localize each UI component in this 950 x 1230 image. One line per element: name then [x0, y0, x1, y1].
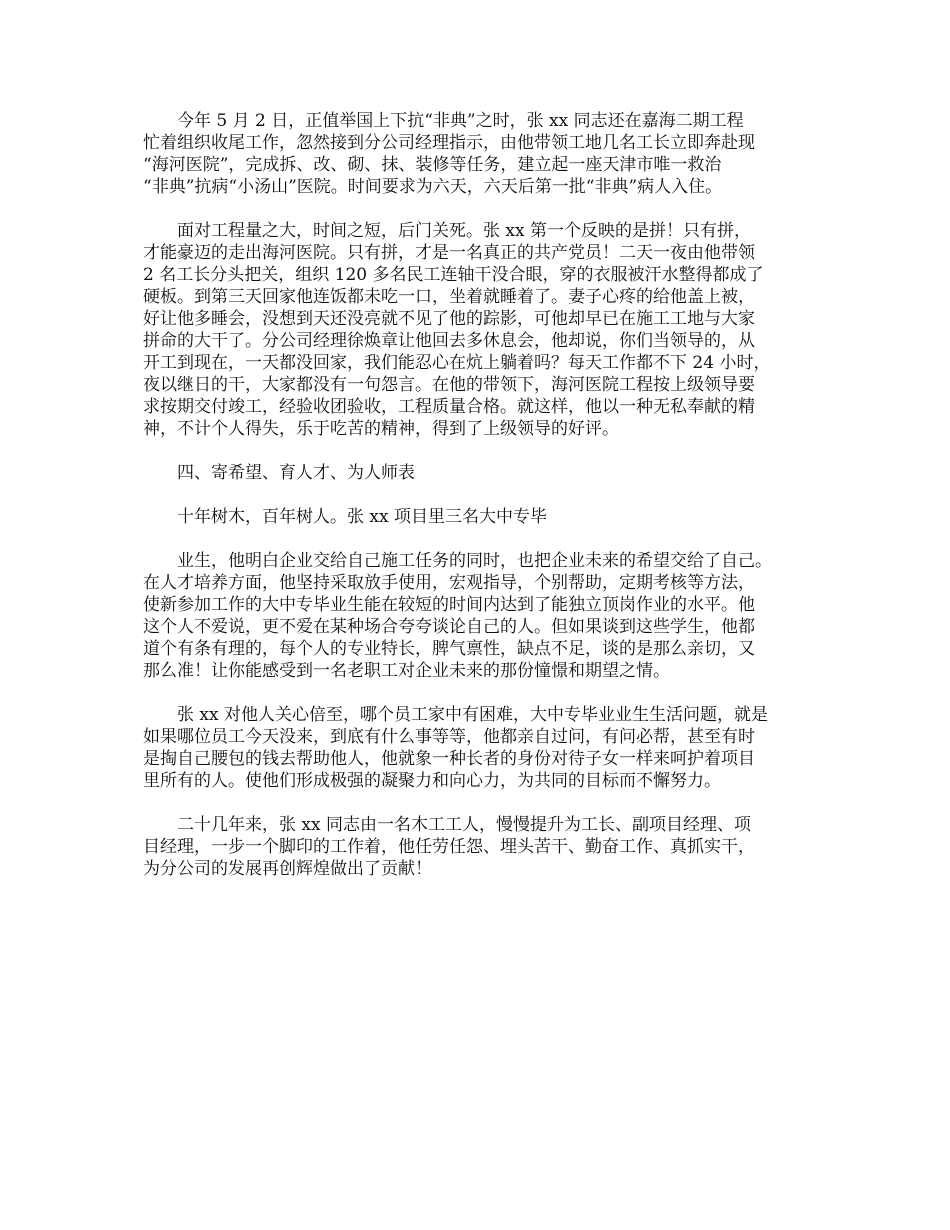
text-line: 硬板。到第三天回家他连饭都未吃一口，坐着就睡着了。妻子心疼的给他盖上被， [143, 287, 755, 307]
text-line: 2 名工长分头把关，组织 120 多名民工连轴干没合眼，穿的衣服被汗水整得都成了 [143, 265, 764, 285]
paragraph-conclusion [143, 814, 823, 880]
text-line: 张 xx 对他人关心倍至，哪个员工家中有困难，大中专毕业业生生活问题，就是 [177, 705, 768, 725]
text-line: 二十几年来，张 xx 同志由一名木工工人，慢慢提升为工长、副项目经理、项 [177, 815, 751, 835]
text-line: 使新参加工作的大中专毕业生能在较短的时间内达到了能独立顶岗作业的水平。他 [143, 595, 755, 615]
text-line: 如果哪位员工今天没来，到底有什么事等等，他都亲自过问，有问必帮，甚至有时 [143, 727, 755, 747]
text-line: 这个人不爱说，更不爱在某种场合夸夸谈论自己的人。但如果谈到这些学生，他都 [143, 617, 755, 637]
text-line: 是掏自己腰包的钱去帮助他人，他就象一种长者的身份对待子女一样来呵护着项目 [143, 749, 755, 769]
heading-text: 四、寄希望、育人才、为人师表 [177, 463, 415, 483]
text-line: 道个有条有理的，每个人的专业特长，脾气禀性，缺点不足，谈的是那么亲切，又 [143, 639, 755, 659]
text-line: 面对工程量之大，时间之短，后门关死。张 xx 第一个反映的是拼！只有拼， [177, 221, 751, 241]
text-line: 目经理，一步一个脚印的工作着，他任劳任怨、埋头苦干、勤奋工作、真抓实干， [143, 837, 755, 857]
text-line: “非典”抗病“小汤山”医院。时间要求为六天，六天后第一批“非典”病人入住。 [143, 177, 723, 197]
text-line: 好让他多睡会，没想到天还没亮就不见了他的踪影，可他却早已在施工工地与大家 [143, 309, 755, 329]
text-line: 求按期交付竣工，经验收团验收，工程质量合格。就这样，他以一种无私奉献的精 [143, 397, 755, 417]
text-line: 业生，他明白企业交给自己施工任务的同时，也把企业未来的希望交给了自己。 [177, 551, 772, 571]
paragraph-sars-task [143, 110, 823, 198]
text-line: 忙着组织收尾工作，忽然接到分公司经理指示，由他带领工地几名工长立即奔赴现 [143, 133, 755, 153]
text-line: 在人才培养方面，他坚持采取放手使用，宏观指导，个别帮助，定期考核等方法， [143, 573, 755, 593]
text-line: 那么准！让你能感受到一名老职工对企业未来的那份憧憬和期望之情。 [143, 661, 670, 681]
text-line: 为分公司的发展再创辉煌做出了贡献！ [143, 859, 432, 879]
section-heading [143, 462, 823, 484]
paragraph-talent-training [143, 550, 823, 682]
text-line: 拼命的大干了。分公司经理徐焕章让他回去多休息会，他却说，你们当领导的，从 [143, 331, 755, 351]
text-line: 今年 5 月 2 日，正值举国上下抗“非典”之时，张 xx 同志还在嘉海二期工程 [177, 111, 744, 131]
text-line: 里所有的人。使他们形成极强的凝聚力和向心力，为共同的目标而不懈努力。 [143, 771, 721, 791]
paragraph-caring [143, 704, 823, 792]
text-line: 神，不计个人得失，乐于吃苦的精神，得到了上级领导的好评。 [143, 419, 619, 439]
text-line: 才能豪迈的走出海河医院。只有拼，才是一名真正的共产党员！二天一夜由他带领 [143, 243, 755, 263]
text-line: 夜以继日的干，大家都没有一句怨言。在他的带领下，海河医院工程按上级领导要 [143, 375, 755, 395]
text-line: 十年树木，百年树人。张 xx 项目里三名大中专毕 [177, 507, 547, 527]
paragraph-talent-intro [143, 506, 823, 528]
text-line: “海河医院”，完成拆、改、砌、抹、装修等任务，建立起一座天津市唯一救治 [143, 155, 722, 175]
text-line: 开工到现在，一天都没回家，我们能忍心在炕上躺着吗？每天工作都不下 24 小时， [143, 353, 771, 373]
document-body [143, 110, 823, 902]
paragraph-hard-work [143, 220, 823, 440]
